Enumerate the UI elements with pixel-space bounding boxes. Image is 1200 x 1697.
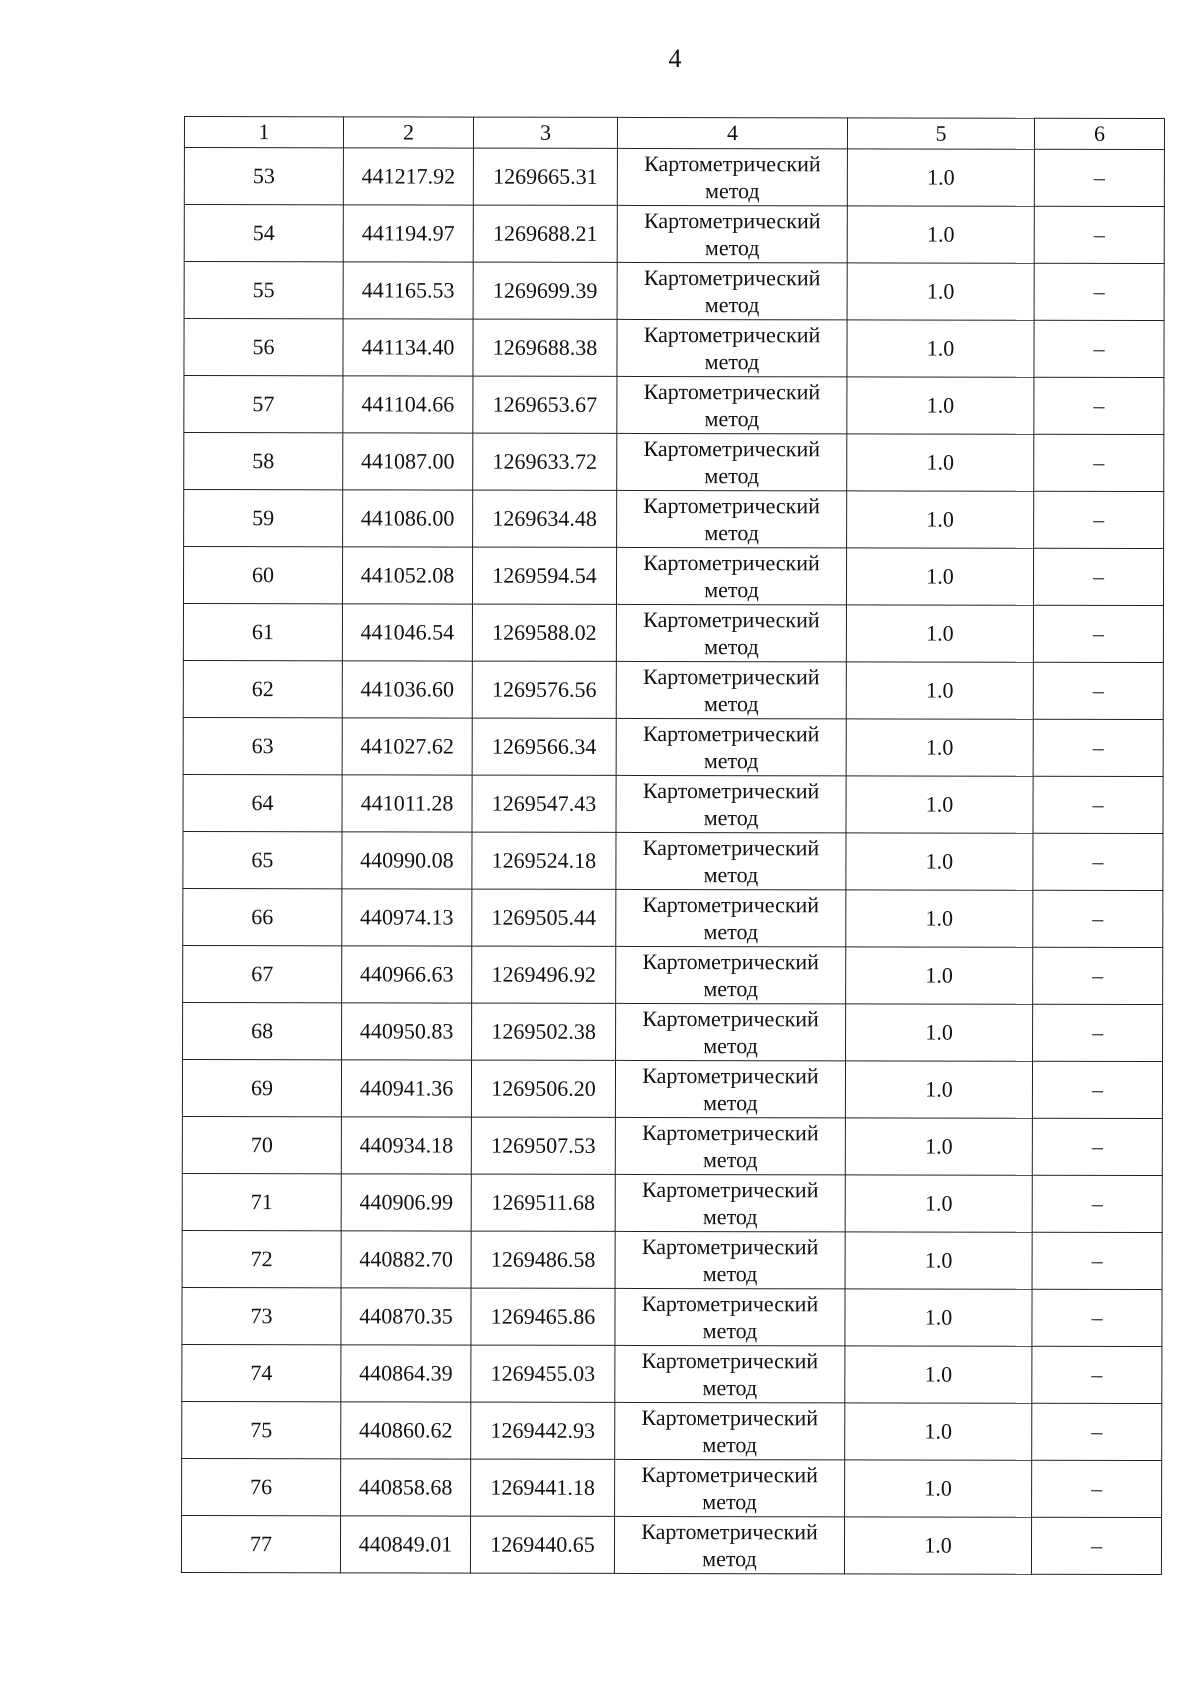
x-coordinate-cell: 440990.08 [342,832,472,889]
point-number-cell: 67 [183,945,342,1002]
x-coordinate-cell: 441011.28 [342,775,472,832]
point-number-cell: 65 [183,831,342,888]
y-coordinate-cell: 1269440.65 [470,1516,614,1573]
accuracy-cell: 1.0 [845,1346,1032,1403]
y-coordinate-cell: 1269496.92 [472,946,616,1003]
method-line-2: метод [702,1432,758,1458]
point-number-cell: 70 [182,1116,341,1173]
table-row [181,1515,1161,1574]
accuracy-cell: 1.0 [845,1232,1032,1289]
x-coordinate-cell: 441134.40 [343,319,473,376]
note-cell: – [1032,1460,1162,1517]
y-coordinate-cell: 1269511.68 [471,1174,615,1231]
y-coordinate-cell: 1269576.56 [472,661,616,718]
accuracy-cell: 1.0 [845,1289,1032,1346]
x-coordinate-cell: 440974.13 [342,889,472,946]
table-row [183,547,1163,606]
accuracy-cell: 1.0 [846,605,1033,662]
note-cell: – [1033,548,1163,605]
table-row [182,1059,1162,1118]
x-coordinate-cell: 440860.62 [341,1402,471,1459]
table-row [184,376,1164,435]
method-cell [617,490,847,547]
method-line-1: Картометрический [643,264,821,291]
note-cell: – [1032,1118,1162,1175]
method-line-2: метод [704,634,759,660]
table-row [182,1344,1162,1403]
accuracy-cell: 1.0 [846,833,1033,890]
point-number-cell: 75 [182,1401,341,1458]
note-cell: – [1033,719,1163,776]
table-row [182,1458,1162,1517]
accuracy-cell: 1.0 [847,377,1034,434]
method-line-2: метод [703,691,759,717]
x-coordinate-cell: 440849.01 [340,1516,470,1573]
method-line-1: Картометрический [642,777,820,804]
point-number-cell: 68 [183,1002,342,1059]
method-line-2: метод [702,1318,758,1344]
y-coordinate-cell: 1269441.18 [471,1459,615,1516]
method-line-1: Картометрический [641,1176,819,1203]
x-coordinate-cell: 441036.60 [342,661,472,718]
table-body [181,148,1164,1575]
point-number-cell: 60 [183,547,342,604]
method-line-1: Картометрический [643,321,821,348]
table-row [183,774,1163,833]
method-cell [616,604,846,661]
y-coordinate-cell: 1269502.38 [472,1003,616,1060]
accuracy-cell: 1.0 [845,1175,1032,1232]
method-line-2: метод [703,748,759,774]
method-line-1: Картометрический [642,720,820,747]
point-number-cell: 74 [182,1344,341,1401]
table-header-row [184,117,1164,150]
method-line-1: Картометрический [642,948,819,975]
table-row [184,319,1164,378]
table-row [184,490,1164,549]
note-cell: – [1033,776,1163,833]
y-coordinate-cell: 1269594.54 [472,547,616,604]
method-line-2: метод [702,1546,757,1572]
method-line-1: Картометрический [641,1347,819,1374]
method-line-2: метод [704,463,760,489]
method-line-1: Картометрический [642,834,820,861]
method-line-1: Картометрический [641,1290,819,1317]
method-cell [616,661,846,718]
x-coordinate-cell: 441194.97 [343,205,473,262]
table-row [182,1173,1162,1232]
method-line-2: метод [702,1375,758,1401]
accuracy-cell: 1.0 [846,947,1033,1004]
method-cell [615,1459,845,1516]
point-number-cell: 69 [182,1059,341,1116]
header-cell-3: 3 [473,117,617,148]
point-number-cell: 55 [184,262,343,319]
x-coordinate-cell: 441165.53 [343,262,473,319]
y-coordinate-cell: 1269506.20 [471,1060,615,1117]
point-number-cell: 56 [184,319,343,376]
accuracy-cell: 1.0 [847,206,1034,263]
note-cell: – [1033,662,1163,719]
method-line-1: Картометрический [643,435,821,462]
header-cell-2: 2 [343,117,473,148]
accuracy-cell: 1.0 [846,890,1033,947]
method-cell [614,1516,844,1573]
note-cell: – [1034,263,1164,320]
method-line-2: метод [705,178,760,204]
method-line-1: Картометрический [643,549,820,576]
y-coordinate-cell: 1269653.67 [473,376,617,433]
y-coordinate-cell: 1269486.58 [471,1231,615,1288]
table-row [183,831,1163,890]
point-number-cell: 64 [183,774,342,831]
method-line-2: метод [703,919,759,945]
method-line-2: метод [702,1204,758,1230]
y-coordinate-cell: 1269688.21 [473,205,617,262]
y-coordinate-cell: 1269505.44 [472,889,616,946]
y-coordinate-cell: 1269547.43 [472,775,616,832]
method-line-1: Картометрический [643,378,821,405]
note-cell: – [1032,1403,1162,1460]
point-number-cell: 72 [182,1230,341,1287]
table-row [184,433,1164,492]
table-row [183,604,1163,663]
note-cell: – [1033,605,1163,662]
note-cell: – [1033,890,1163,947]
point-number-cell: 62 [183,660,342,717]
method-line-2: метод [703,805,759,831]
y-coordinate-cell: 1269688.38 [473,319,617,376]
y-coordinate-cell: 1269442.93 [471,1402,615,1459]
method-cell [615,1117,845,1174]
method-line-2: метод [704,520,759,546]
method-line-2: метод [704,406,760,432]
point-number-cell: 66 [183,888,342,945]
accuracy-cell: 1.0 [847,149,1034,206]
method-line-2: метод [703,1033,758,1059]
method-line-2: метод [703,1090,758,1116]
method-line-1: Картометрический [642,891,820,918]
accuracy-cell: 1.0 [845,1061,1032,1118]
table-row [182,1401,1162,1460]
method-line-2: метод [702,1261,758,1287]
table-row [182,1287,1162,1346]
point-number-cell: 53 [184,148,343,205]
method-cell [616,1003,846,1060]
table-row [183,888,1163,947]
note-cell: – [1032,1232,1162,1289]
accuracy-cell: 1.0 [846,548,1033,605]
table-row [184,148,1164,207]
method-cell [617,319,847,376]
method-line-1: Картометрический [642,1062,819,1089]
point-number-cell: 58 [184,433,343,490]
note-cell: – [1034,149,1164,206]
coordinates-table [181,116,1165,1575]
x-coordinate-cell: 440950.83 [342,1003,472,1060]
x-coordinate-cell: 441086.00 [343,490,473,547]
x-coordinate-cell: 440864.39 [341,1345,471,1402]
note-cell: – [1031,1517,1161,1574]
method-cell [615,1174,845,1231]
accuracy-cell: 1.0 [845,1403,1032,1460]
accuracy-cell: 1.0 [845,1118,1032,1175]
y-coordinate-cell: 1269566.34 [472,718,616,775]
y-coordinate-cell: 1269633.72 [473,433,617,490]
accuracy-cell: 1.0 [844,1517,1031,1574]
x-coordinate-cell: 440934.18 [341,1117,471,1174]
note-cell: – [1032,1346,1162,1403]
header-cell-5: 5 [847,118,1034,149]
x-coordinate-cell: 441217.92 [343,148,473,205]
y-coordinate-cell: 1269507.53 [471,1117,615,1174]
header-cell-4: 4 [617,117,847,148]
method-cell [616,718,846,775]
method-line-1: Картометрический [642,1005,819,1032]
y-coordinate-cell: 1269588.02 [472,604,616,661]
method-line-2: метод [703,862,759,888]
method-cell [616,889,846,946]
note-cell: – [1034,320,1164,377]
table-row [184,262,1164,321]
x-coordinate-cell: 440870.35 [341,1288,471,1345]
method-line-1: Картометрический [641,1404,819,1431]
method-line-1: Картометрический [644,150,821,177]
header-cell-6: 6 [1034,118,1164,149]
y-coordinate-cell: 1269465.86 [471,1288,615,1345]
note-cell: – [1033,947,1163,1004]
method-cell [616,775,846,832]
method-cell [615,1345,845,1402]
point-number-cell: 71 [182,1173,341,1230]
note-cell: – [1032,1061,1162,1118]
method-line-1: Картометрический [642,1119,819,1146]
y-coordinate-cell: 1269634.48 [473,490,617,547]
accuracy-cell: 1.0 [845,1460,1032,1517]
point-number-cell: 76 [182,1458,341,1515]
method-cell [616,946,846,1003]
method-line-1: Картометрический [643,606,820,633]
method-cell [615,1288,845,1345]
x-coordinate-cell: 440858.68 [341,1459,471,1516]
method-line-1: Картометрический [641,1518,818,1545]
x-coordinate-cell: 441052.08 [342,547,472,604]
method-line-2: метод [704,292,760,318]
method-line-2: метод [703,976,758,1002]
accuracy-cell: 1.0 [846,776,1033,833]
table-row [184,205,1164,264]
point-number-cell: 63 [183,717,342,774]
method-line-1: Картометрический [644,207,821,234]
method-line-1: Картометрический [643,663,820,690]
x-coordinate-cell: 440882.70 [341,1231,471,1288]
x-coordinate-cell: 440906.99 [341,1174,471,1231]
table-row [183,945,1163,1004]
accuracy-cell: 1.0 [847,491,1034,548]
accuracy-cell: 1.0 [846,719,1033,776]
method-cell [615,1402,845,1459]
accuracy-cell: 1.0 [847,434,1034,491]
note-cell: – [1032,1175,1162,1232]
table-row [183,717,1163,776]
table-row [183,660,1163,719]
method-cell [615,1060,845,1117]
x-coordinate-cell: 440966.63 [342,946,472,1003]
point-number-cell: 57 [184,376,343,433]
method-line-1: Картометрический [643,492,820,519]
accuracy-cell: 1.0 [847,263,1034,320]
y-coordinate-cell: 1269699.39 [473,262,617,319]
method-cell [617,376,847,433]
y-coordinate-cell: 1269455.03 [471,1345,615,1402]
method-cell [617,148,847,205]
note-cell: – [1034,434,1164,491]
method-cell [617,433,847,490]
point-number-cell: 59 [184,490,343,547]
point-number-cell: 73 [182,1287,341,1344]
header-cell-1: 1 [184,117,343,148]
method-cell [615,1231,845,1288]
x-coordinate-cell: 441027.62 [342,718,472,775]
y-coordinate-cell: 1269524.18 [472,832,616,889]
point-number-cell: 54 [184,205,343,262]
method-line-1: Картометрический [641,1233,819,1260]
x-coordinate-cell: 441104.66 [343,376,473,433]
x-coordinate-cell: 440941.36 [341,1060,471,1117]
note-cell: – [1033,1004,1163,1061]
method-line-2: метод [704,577,759,603]
method-cell [616,547,846,604]
method-cell [617,205,847,262]
accuracy-cell: 1.0 [846,1004,1033,1061]
x-coordinate-cell: 441046.54 [342,604,472,661]
note-cell: – [1034,377,1164,434]
method-line-1: Картометрический [641,1461,818,1488]
method-line-2: метод [704,235,760,261]
table-row [183,1002,1163,1061]
table-row [182,1116,1162,1175]
point-number-cell: 61 [183,604,342,661]
accuracy-cell: 1.0 [846,662,1033,719]
method-line-2: метод [702,1489,757,1515]
method-cell [617,262,847,319]
x-coordinate-cell: 441087.00 [343,433,473,490]
method-cell [616,832,846,889]
table-row [182,1230,1162,1289]
accuracy-cell: 1.0 [847,320,1034,377]
method-line-2: метод [702,1147,758,1173]
y-coordinate-cell: 1269665.31 [473,148,617,205]
note-cell: – [1032,1289,1162,1346]
note-cell: – [1034,491,1164,548]
page-number: 4 [668,44,682,73]
note-cell: – [1034,206,1164,263]
point-number-cell: 77 [181,1515,340,1572]
note-cell: – [1033,833,1163,890]
method-line-2: метод [704,349,760,375]
